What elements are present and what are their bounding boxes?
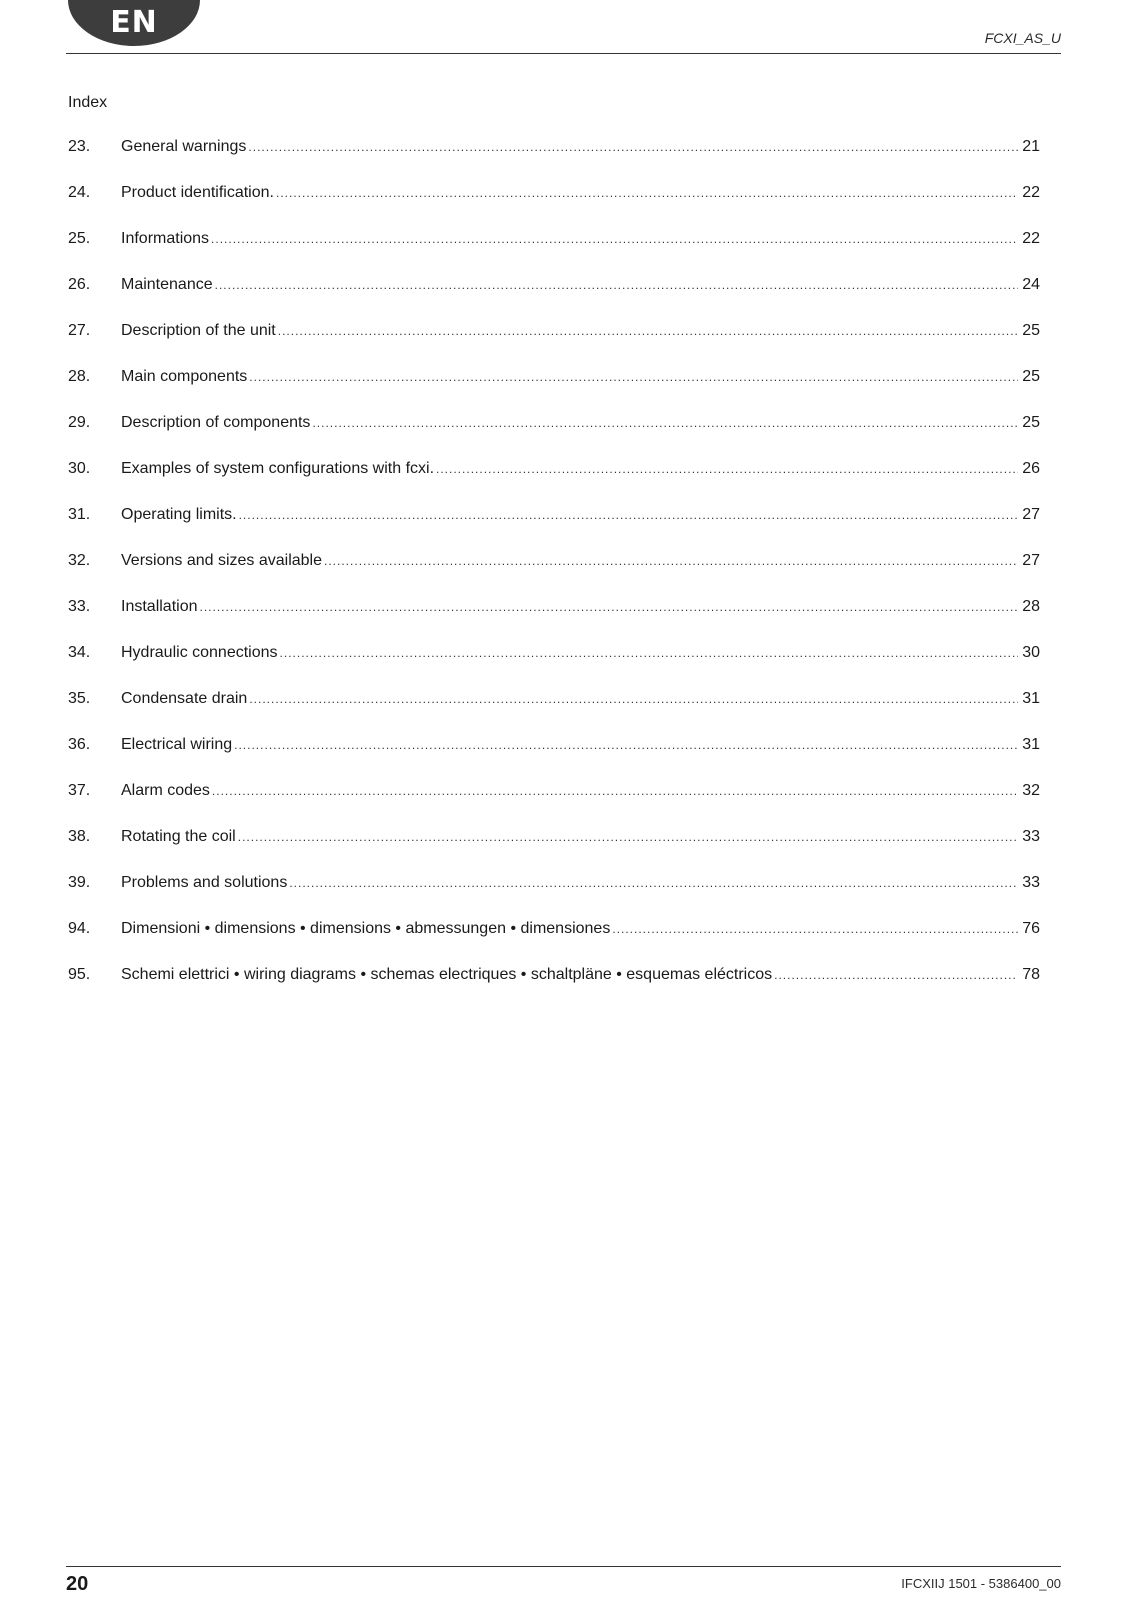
toc-entry-title: Product identification. (121, 184, 274, 201)
toc-entry[interactable] (68, 689, 1040, 735)
toc-leader-dots (612, 919, 1018, 939)
toc-entry-page: 31 (1022, 736, 1040, 753)
toc-entry[interactable] (68, 597, 1040, 643)
toc-entry-number: 95. (68, 966, 91, 983)
toc-entry-page: 21 (1022, 138, 1040, 155)
toc-entry-page: 78 (1022, 966, 1040, 983)
toc-entry[interactable] (68, 551, 1040, 597)
language-tab (68, 0, 200, 46)
toc-leader-dots (278, 321, 1018, 341)
toc-entry-number: 35. (68, 690, 91, 707)
toc-entry-number: 38. (68, 828, 91, 845)
toc-entry-number: 94. (68, 920, 91, 937)
toc-entry-page: 26 (1022, 460, 1040, 477)
toc-entry-title: Main components (121, 368, 248, 385)
toc-leader-dots (211, 229, 1018, 249)
toc-entry-page: 25 (1022, 368, 1040, 385)
toc-entry-number: 33. (68, 598, 91, 615)
toc-entry-number: 29. (68, 414, 91, 431)
toc-entry[interactable] (68, 965, 1040, 1011)
toc-leader-dots (200, 597, 1019, 617)
toc-entry[interactable] (68, 321, 1040, 367)
page-number: 20 (66, 1573, 89, 1595)
toc-entry-title: Dimensioni • dimensions • dimensions • abmessungen • dimensiones (121, 920, 611, 937)
toc-entry-title: General warnings (121, 138, 247, 155)
toc-entry[interactable] (68, 275, 1040, 321)
toc-leader-dots (280, 643, 1018, 663)
toc-entry[interactable] (68, 827, 1040, 873)
toc-leader-dots (289, 873, 1018, 893)
toc-leader-dots (276, 183, 1018, 203)
toc-entry-page: 76 (1022, 920, 1040, 937)
toc-entry-number: 23. (68, 138, 91, 155)
toc-entry-number: 39. (68, 874, 91, 891)
toc-entry[interactable] (68, 459, 1040, 505)
document-code: FCXI_AS_U (984, 30, 1061, 46)
table-of-contents (68, 137, 1040, 1011)
toc-leader-dots (312, 413, 1018, 433)
toc-entry-page: 32 (1022, 782, 1040, 799)
toc-entry-number: 25. (68, 230, 91, 247)
toc-leader-dots (324, 551, 1018, 571)
toc-entry-page: 27 (1022, 506, 1040, 523)
toc-entry-page: 27 (1022, 552, 1040, 569)
toc-leader-dots (249, 367, 1018, 387)
toc-entry-number: 27. (68, 322, 91, 339)
language-tab-label: EN (110, 5, 158, 40)
toc-entry-title: Installation (121, 598, 198, 615)
toc-entry-title: Condensate drain (121, 690, 248, 707)
toc-entry-page: 33 (1022, 874, 1040, 891)
toc-entry-page: 22 (1022, 184, 1040, 201)
toc-leader-dots (215, 275, 1018, 295)
toc-entry-title: Electrical wiring (121, 736, 233, 753)
header-divider (66, 53, 1061, 54)
toc-leader-dots (238, 827, 1018, 847)
toc-entry-number: 32. (68, 552, 91, 569)
toc-leader-dots (234, 735, 1018, 755)
toc-entry-title: Schemi elettrici • wiring diagrams • schemas electriques • schaltpläne • esquemas eléctricos (121, 966, 773, 983)
toc-entry-number: 26. (68, 276, 91, 293)
document-id: IFCXIIJ 1501 - 5386400_00 (901, 1576, 1061, 1591)
toc-entry[interactable] (68, 229, 1040, 275)
toc-entry-page: 25 (1022, 322, 1040, 339)
toc-leader-dots (248, 137, 1018, 157)
toc-leader-dots (774, 965, 1018, 985)
toc-entry-number: 37. (68, 782, 91, 799)
toc-entry-number: 24. (68, 184, 91, 201)
toc-entry[interactable] (68, 137, 1040, 183)
toc-leader-dots (249, 689, 1018, 709)
toc-entry-page: 31 (1022, 690, 1040, 707)
index-title: Index (68, 94, 108, 111)
toc-entry-title: Operating limits. (121, 506, 237, 523)
footer-divider (66, 1566, 1061, 1567)
toc-entry-title: Description of the unit (121, 322, 276, 339)
toc-entry-title: Versions and sizes available (121, 552, 323, 569)
toc-leader-dots (239, 505, 1018, 525)
toc-entry-title: Informations (121, 230, 210, 247)
toc-entry[interactable] (68, 781, 1040, 827)
toc-entry-page: 28 (1022, 598, 1040, 615)
toc-leader-dots (436, 459, 1018, 479)
toc-entry-title: Hydraulic connections (121, 644, 278, 661)
toc-leader-dots (212, 781, 1018, 801)
toc-entry-page: 30 (1022, 644, 1040, 661)
toc-entry-title: Rotating the coil (121, 828, 236, 845)
toc-entry[interactable] (68, 183, 1040, 229)
toc-entry-number: 30. (68, 460, 91, 477)
toc-entry-page: 33 (1022, 828, 1040, 845)
toc-entry[interactable] (68, 643, 1040, 689)
toc-entry-title: Maintenance (121, 276, 213, 293)
toc-entry[interactable] (68, 919, 1040, 965)
toc-entry[interactable] (68, 873, 1040, 919)
toc-entry-number: 36. (68, 736, 91, 753)
toc-entry[interactable] (68, 413, 1040, 459)
toc-entry[interactable] (68, 505, 1040, 551)
toc-entry-title: Alarm codes (121, 782, 210, 799)
toc-entry[interactable] (68, 367, 1040, 413)
toc-entry-page: 22 (1022, 230, 1040, 247)
toc-entry-number: 31. (68, 506, 91, 523)
toc-entry-title: Examples of system configurations with fcxi. (121, 460, 435, 477)
toc-entry-number: 34. (68, 644, 91, 661)
toc-entry-page: 25 (1022, 414, 1040, 431)
toc-entry-title: Problems and solutions (121, 874, 288, 891)
toc-entry[interactable] (68, 735, 1040, 781)
toc-entry-page: 24 (1022, 276, 1040, 293)
toc-entry-title: Description of components (121, 414, 311, 431)
toc-entry-number: 28. (68, 368, 91, 385)
